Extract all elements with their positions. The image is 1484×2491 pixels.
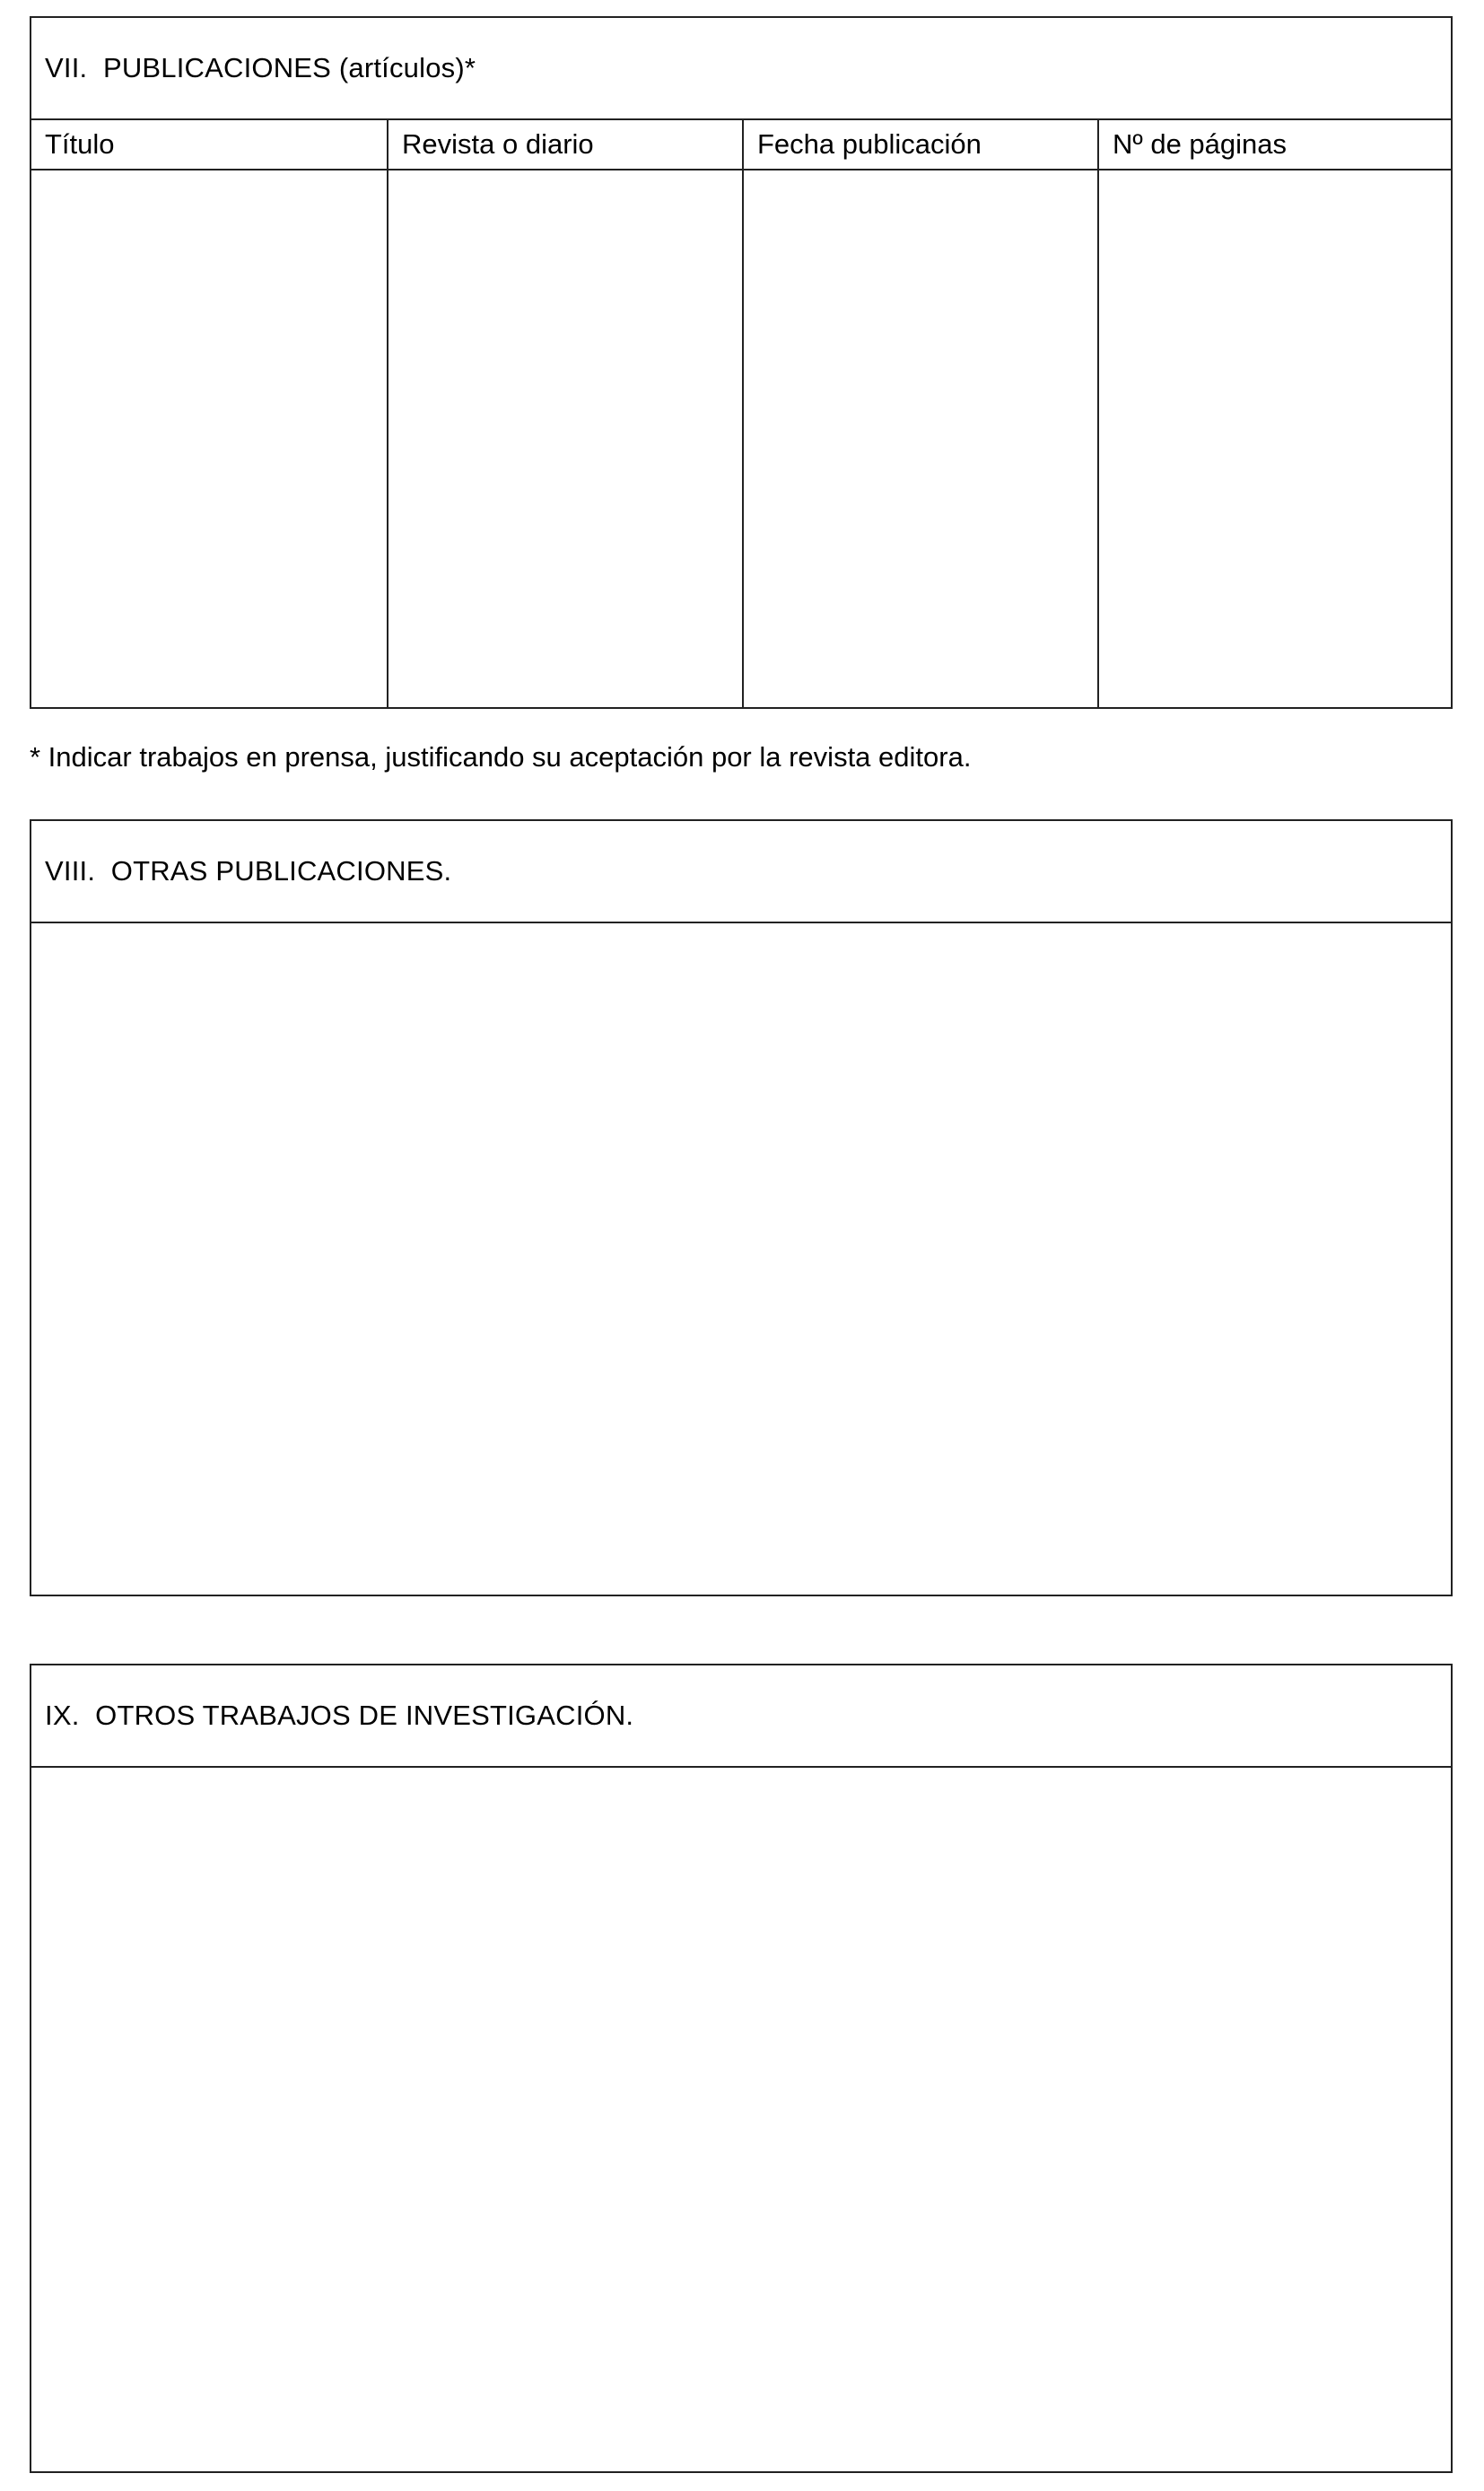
input-area-paginas[interactable] (1099, 170, 1451, 707)
section-viii-title: VIII. OTRAS PUBLICACIONES. (31, 821, 1451, 923)
column-header-titulo: Título (31, 120, 387, 170)
input-area-titulo[interactable] (31, 170, 387, 707)
section-ix-title: IX. OTROS TRABAJOS DE INVESTIGACIÓN. (31, 1665, 1451, 1768)
section-ix-otros-trabajos (30, 1664, 1453, 2473)
column-paginas (1097, 120, 1451, 707)
input-area-fecha[interactable] (744, 170, 1097, 707)
section-viii-otras-publicaciones (30, 819, 1453, 1596)
input-area-revista[interactable] (388, 170, 742, 707)
column-header-paginas: Nº de páginas (1099, 120, 1451, 170)
column-titulo (31, 120, 387, 707)
section-vii-publicaciones (30, 16, 1453, 709)
column-header-revista: Revista o diario (388, 120, 742, 170)
otras-publicaciones-input-area[interactable] (31, 923, 1451, 1595)
publicaciones-table (31, 120, 1451, 707)
column-revista (387, 120, 742, 707)
otros-trabajos-input-area[interactable] (31, 1768, 1451, 2471)
column-fecha (742, 120, 1097, 707)
footnote: * Indicar trabajos en prensa, justificando su aceptación por la revista editora. (30, 741, 972, 773)
column-header-fecha: Fecha publicación (744, 120, 1097, 170)
section-vii-title: VII. PUBLICACIONES (artículos)* (31, 18, 1451, 120)
